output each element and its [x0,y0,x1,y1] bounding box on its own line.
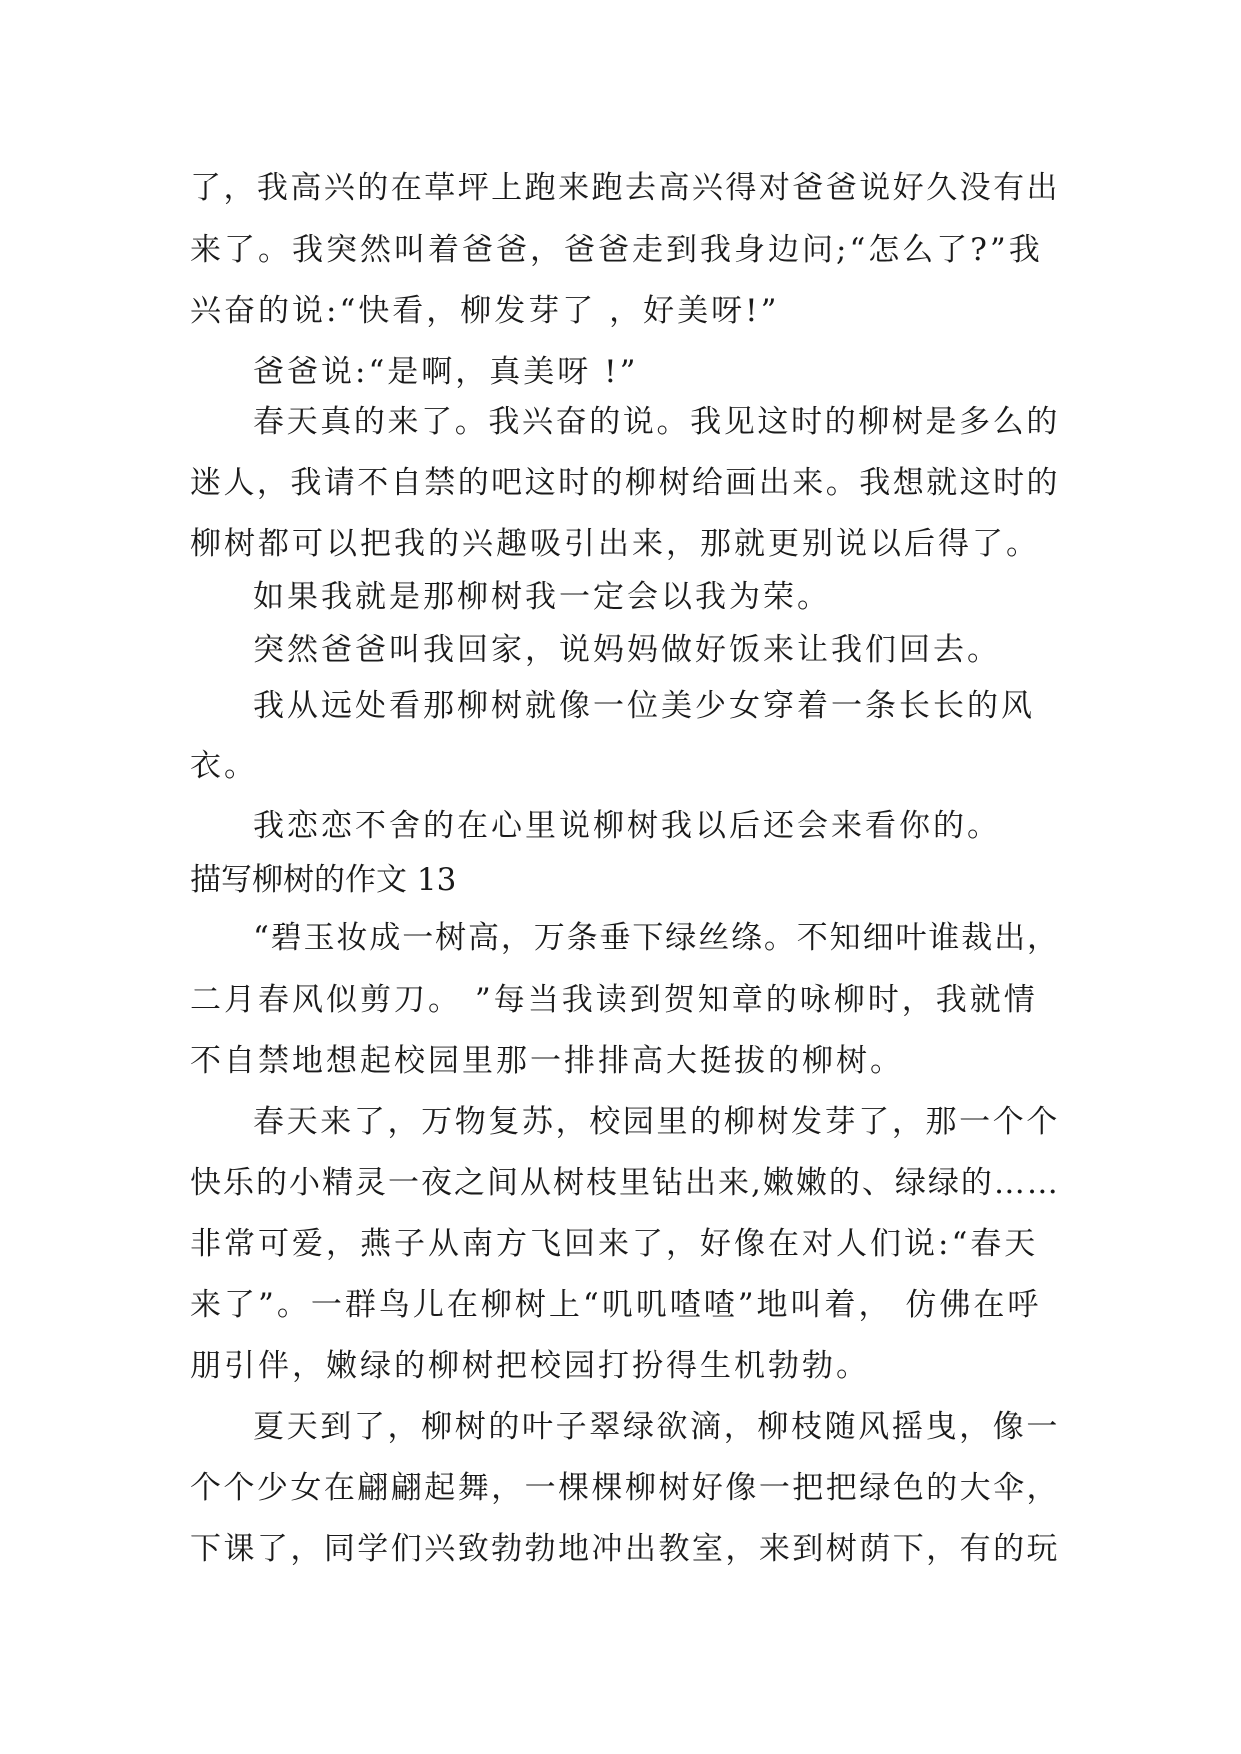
text-line: 突然爸爸叫我回家，说妈妈做好饭来让我们回去。 [253,632,1001,668]
text-line: 朋引伴，嫩绿的柳树把校园打扮得生机勃勃。 [190,1348,870,1384]
section-heading: 描写柳树的作文 13 [190,862,457,898]
text-line: 衣。 [190,748,258,784]
text-line: 二月春风似剪刀。 ”每当我读到贺知章的咏柳时，我就情 [190,982,1038,1018]
text-line: 夏天到了，柳树的叶子翠绿欲滴，柳枝随风摇曳，像一 [253,1409,1060,1445]
text-line: 个个少女在翩翩起舞，一棵棵柳树好像一把把绿色的大伞， [190,1470,1060,1506]
text-line: 来了”。一群鸟儿在柳树上“叽叽喳喳”地叫着， 仿佛在呼 [190,1287,1042,1323]
text-line: 春天来了，万物复苏，校园里的柳树发芽了，那一个个 [253,1104,1060,1140]
text-line: 如果我就是那柳树我一定会以我为荣。 [253,579,831,615]
text-line: “碧玉妆成一树高，万条垂下绿丝绦。不知细叶谁裁出， [253,920,1060,956]
text-line: 爸爸说:“是啊，真美呀 !” [253,354,639,390]
text-line: 非常可爱，燕子从南方飞回来了，好像在对人们说:“春天 [190,1226,1039,1262]
text-line: 兴奋的说:“快看，柳发芽了 ，好美呀!” [190,293,780,329]
text-line: 下课了，同学们兴致勃勃地冲出教室，来到树荫下，有的玩 [190,1531,1060,1567]
text-line: 了，我高兴的在草坪上跑来跑去高兴得对爸爸说好久没有出 [190,170,1060,206]
text-line: 不自禁地想起校园里那一排排高大挺拔的柳树。 [190,1043,904,1079]
text-line: 迷人，我请不自禁的吧这时的柳树给画出来。我想就这时的 [190,465,1060,501]
text-line: 我恋恋不舍的在心里说柳树我以后还会来看你的。 [253,808,1001,844]
text-line: 我从远处看那柳树就像一位美少女穿着一条长长的风 [253,688,1035,724]
text-line: 来了。我突然叫着爸爸，爸爸走到我身边问;“怎么了?”我 [190,232,1043,268]
text-line: 柳树都可以把我的兴趣吸引出来，那就更别说以后得了。 [190,526,1040,562]
text-line: 快乐的小精灵一夜之间从树枝里钻出来,嫩嫩的、绿绿的…… [190,1165,1060,1201]
text-line: 春天真的来了。我兴奋的说。我见这时的柳树是多么的 [253,404,1060,440]
